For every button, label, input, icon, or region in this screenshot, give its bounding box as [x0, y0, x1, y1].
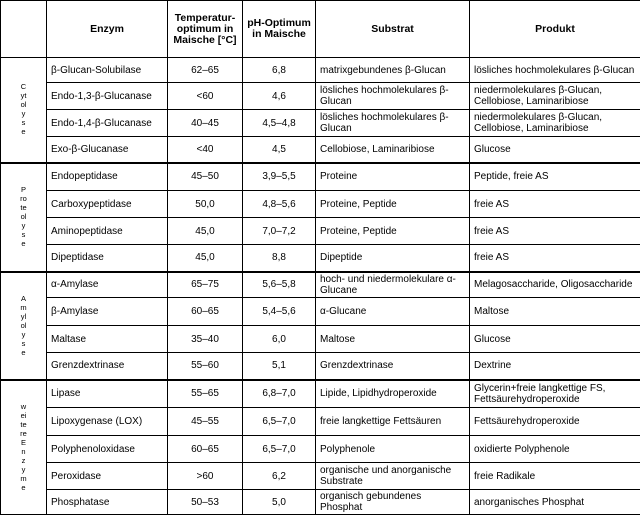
header-ph: pH-Optimum in Maische: [243, 1, 316, 58]
cell-enzym: Peroxidase: [47, 463, 168, 490]
cell-ph: 5,1: [243, 353, 316, 380]
cell-produkt: Dextrine: [470, 353, 640, 380]
cell-produkt: Fettsäurehydroperoxide: [470, 408, 640, 436]
cell-temperatur: 50,0: [168, 191, 243, 218]
cell-ph: 4,5–4,8: [243, 110, 316, 137]
table-row: [1, 218, 640, 245]
cell-temperatur: 55–65: [168, 380, 243, 408]
cell-enzym: Endo-1,3-β-Glucanase: [47, 83, 168, 110]
cell-substrat: Grenzdextrinase: [316, 353, 470, 380]
cell-ph: 3,9–5,5: [243, 163, 316, 191]
cell-enzym: β-Amylase: [47, 298, 168, 326]
cell-produkt: freie AS: [470, 191, 640, 218]
cell-produkt: Glycerin+freie langkettige FS, Fettsäurehydroperoxide: [470, 380, 640, 408]
cell-enzym: Carboxypeptidase: [47, 191, 168, 218]
table-row: [1, 490, 640, 515]
cell-temperatur: <40: [168, 137, 243, 163]
table-row: [1, 191, 640, 218]
group-label-cell: [1, 58, 47, 163]
cell-substrat: Cellobiose, Laminaribiose: [316, 137, 470, 163]
cell-produkt: freie Radikale: [470, 463, 640, 490]
cell-produkt: niedermolekulares β-Glucan, Cellobiose, Laminaribiose: [470, 110, 640, 137]
group-label-cell: [1, 380, 47, 515]
cell-substrat: hoch- und niedermolekulare α-Glucane: [316, 272, 470, 298]
cell-substrat: organisch gebundenes Phosphat: [316, 490, 470, 515]
cell-enzym: Lipase: [47, 380, 168, 408]
cell-substrat: matrixgebundenes β-Glucan: [316, 58, 470, 83]
group-label-cell: [1, 163, 47, 272]
table-row: [1, 298, 640, 326]
header-group-cell: [1, 1, 47, 58]
table-row: [1, 58, 640, 83]
cell-temperatur: 45–50: [168, 163, 243, 191]
group-label: Cytolyse: [20, 82, 27, 137]
cell-enzym: Grenzdextrinase: [47, 353, 168, 380]
cell-substrat: Dipeptide: [316, 245, 470, 272]
cell-ph: 8,8: [243, 245, 316, 272]
cell-ph: 5,4–5,6: [243, 298, 316, 326]
cell-enzym: Lipoxygenase (LOX): [47, 408, 168, 436]
cell-temperatur: 45,0: [168, 218, 243, 245]
cell-temperatur: 45,0: [168, 245, 243, 272]
cell-produkt: freie AS: [470, 245, 640, 272]
cell-substrat: freie langkettige Fettsäuren: [316, 408, 470, 436]
table-row: [1, 245, 640, 272]
cell-ph: 4,6: [243, 83, 316, 110]
group-label: weitere Enzyme: [20, 401, 27, 492]
table-row: [1, 408, 640, 436]
table-row: [1, 83, 640, 110]
cell-produkt: freie AS: [470, 218, 640, 245]
table-row: [1, 380, 640, 408]
cell-temperatur: >60: [168, 463, 243, 490]
cell-temperatur: 50–53: [168, 490, 243, 515]
header-enzym: Enzym: [47, 1, 168, 58]
cell-temperatur: <60: [168, 83, 243, 110]
table-row: [1, 463, 640, 490]
header-substrat: Substrat: [316, 1, 470, 58]
cell-ph: 6,5–7,0: [243, 436, 316, 463]
cell-ph: 4,5: [243, 137, 316, 163]
group-label: Proteolyse: [20, 185, 27, 248]
cell-enzym: β-Glucan-Solubilase: [47, 58, 168, 83]
cell-ph: 6,5–7,0: [243, 408, 316, 436]
cell-ph: 6,0: [243, 326, 316, 353]
cell-enzym: Maltase: [47, 326, 168, 353]
header-row: [1, 1, 640, 58]
cell-temperatur: 60–65: [168, 436, 243, 463]
cell-temperatur: 35–40: [168, 326, 243, 353]
cell-enzym: α-Amylase: [47, 272, 168, 298]
table-row: [1, 110, 640, 137]
cell-ph: 4,8–5,6: [243, 191, 316, 218]
table-row: [1, 272, 640, 298]
cell-produkt: Glucose: [470, 326, 640, 353]
cell-produkt: niedermolekulares β-Glucan, Cellobiose, Laminaribiose: [470, 83, 640, 110]
cell-temperatur: 45–55: [168, 408, 243, 436]
cell-produkt: Melagosaccharide, Oligosaccharide: [470, 272, 640, 298]
cell-enzym: Phosphatase: [47, 490, 168, 515]
cell-ph: 6,2: [243, 463, 316, 490]
table-row: [1, 326, 640, 353]
cell-temperatur: 40–45: [168, 110, 243, 137]
cell-substrat: Lipide, Lipidhydroperoxide: [316, 380, 470, 408]
cell-produkt: Glucose: [470, 137, 640, 163]
cell-temperatur: 62–65: [168, 58, 243, 83]
cell-ph: 7,0–7,2: [243, 218, 316, 245]
cell-produkt: oxidierte Polyphenole: [470, 436, 640, 463]
cell-enzym: Polyphenoloxidase: [47, 436, 168, 463]
header-produkt: Produkt: [470, 1, 640, 58]
group-label-cell: [1, 272, 47, 380]
cell-ph: 5,0: [243, 490, 316, 515]
table-row: [1, 436, 640, 463]
cell-substrat: α-Glucane: [316, 298, 470, 326]
cell-substrat: Maltose: [316, 326, 470, 353]
cell-temperatur: 55–60: [168, 353, 243, 380]
table-body: [1, 58, 640, 515]
cell-temperatur: 65–75: [168, 272, 243, 298]
cell-ph: 6,8–7,0: [243, 380, 316, 408]
cell-substrat: Proteine: [316, 163, 470, 191]
cell-substrat: Proteine, Peptide: [316, 191, 470, 218]
cell-substrat: lösliches hochmolekulares β-Glucan: [316, 110, 470, 137]
cell-temperatur: 60–65: [168, 298, 243, 326]
table-row: [1, 137, 640, 163]
table-row: [1, 353, 640, 380]
table-row: [1, 163, 640, 191]
group-label: Amylolyse: [20, 293, 27, 357]
cell-produkt: Peptide, freie AS: [470, 163, 640, 191]
header-temperatur: Temperatur-optimum in Maische [°C]: [168, 1, 243, 58]
cell-ph: 6,8: [243, 58, 316, 83]
cell-produkt: anorganisches Phosphat: [470, 490, 640, 515]
cell-substrat: Polyphenole: [316, 436, 470, 463]
cell-enzym: Exo-β-Glucanase: [47, 137, 168, 163]
cell-enzym: Endo-1,4-β-Glucanase: [47, 110, 168, 137]
cell-produkt: Maltose: [470, 298, 640, 326]
cell-substrat: lösliches hochmolekulares β-Glucan: [316, 83, 470, 110]
cell-enzym: Endopeptidase: [47, 163, 168, 191]
cell-enzym: Dipeptidase: [47, 245, 168, 272]
cell-produkt: lösliches hochmolekulares β-Glucan: [470, 58, 640, 83]
cell-substrat: Proteine, Peptide: [316, 218, 470, 245]
cell-enzym: Aminopeptidase: [47, 218, 168, 245]
cell-substrat: organische und anorganische Substrate: [316, 463, 470, 490]
cell-ph: 5,6–5,8: [243, 272, 316, 298]
